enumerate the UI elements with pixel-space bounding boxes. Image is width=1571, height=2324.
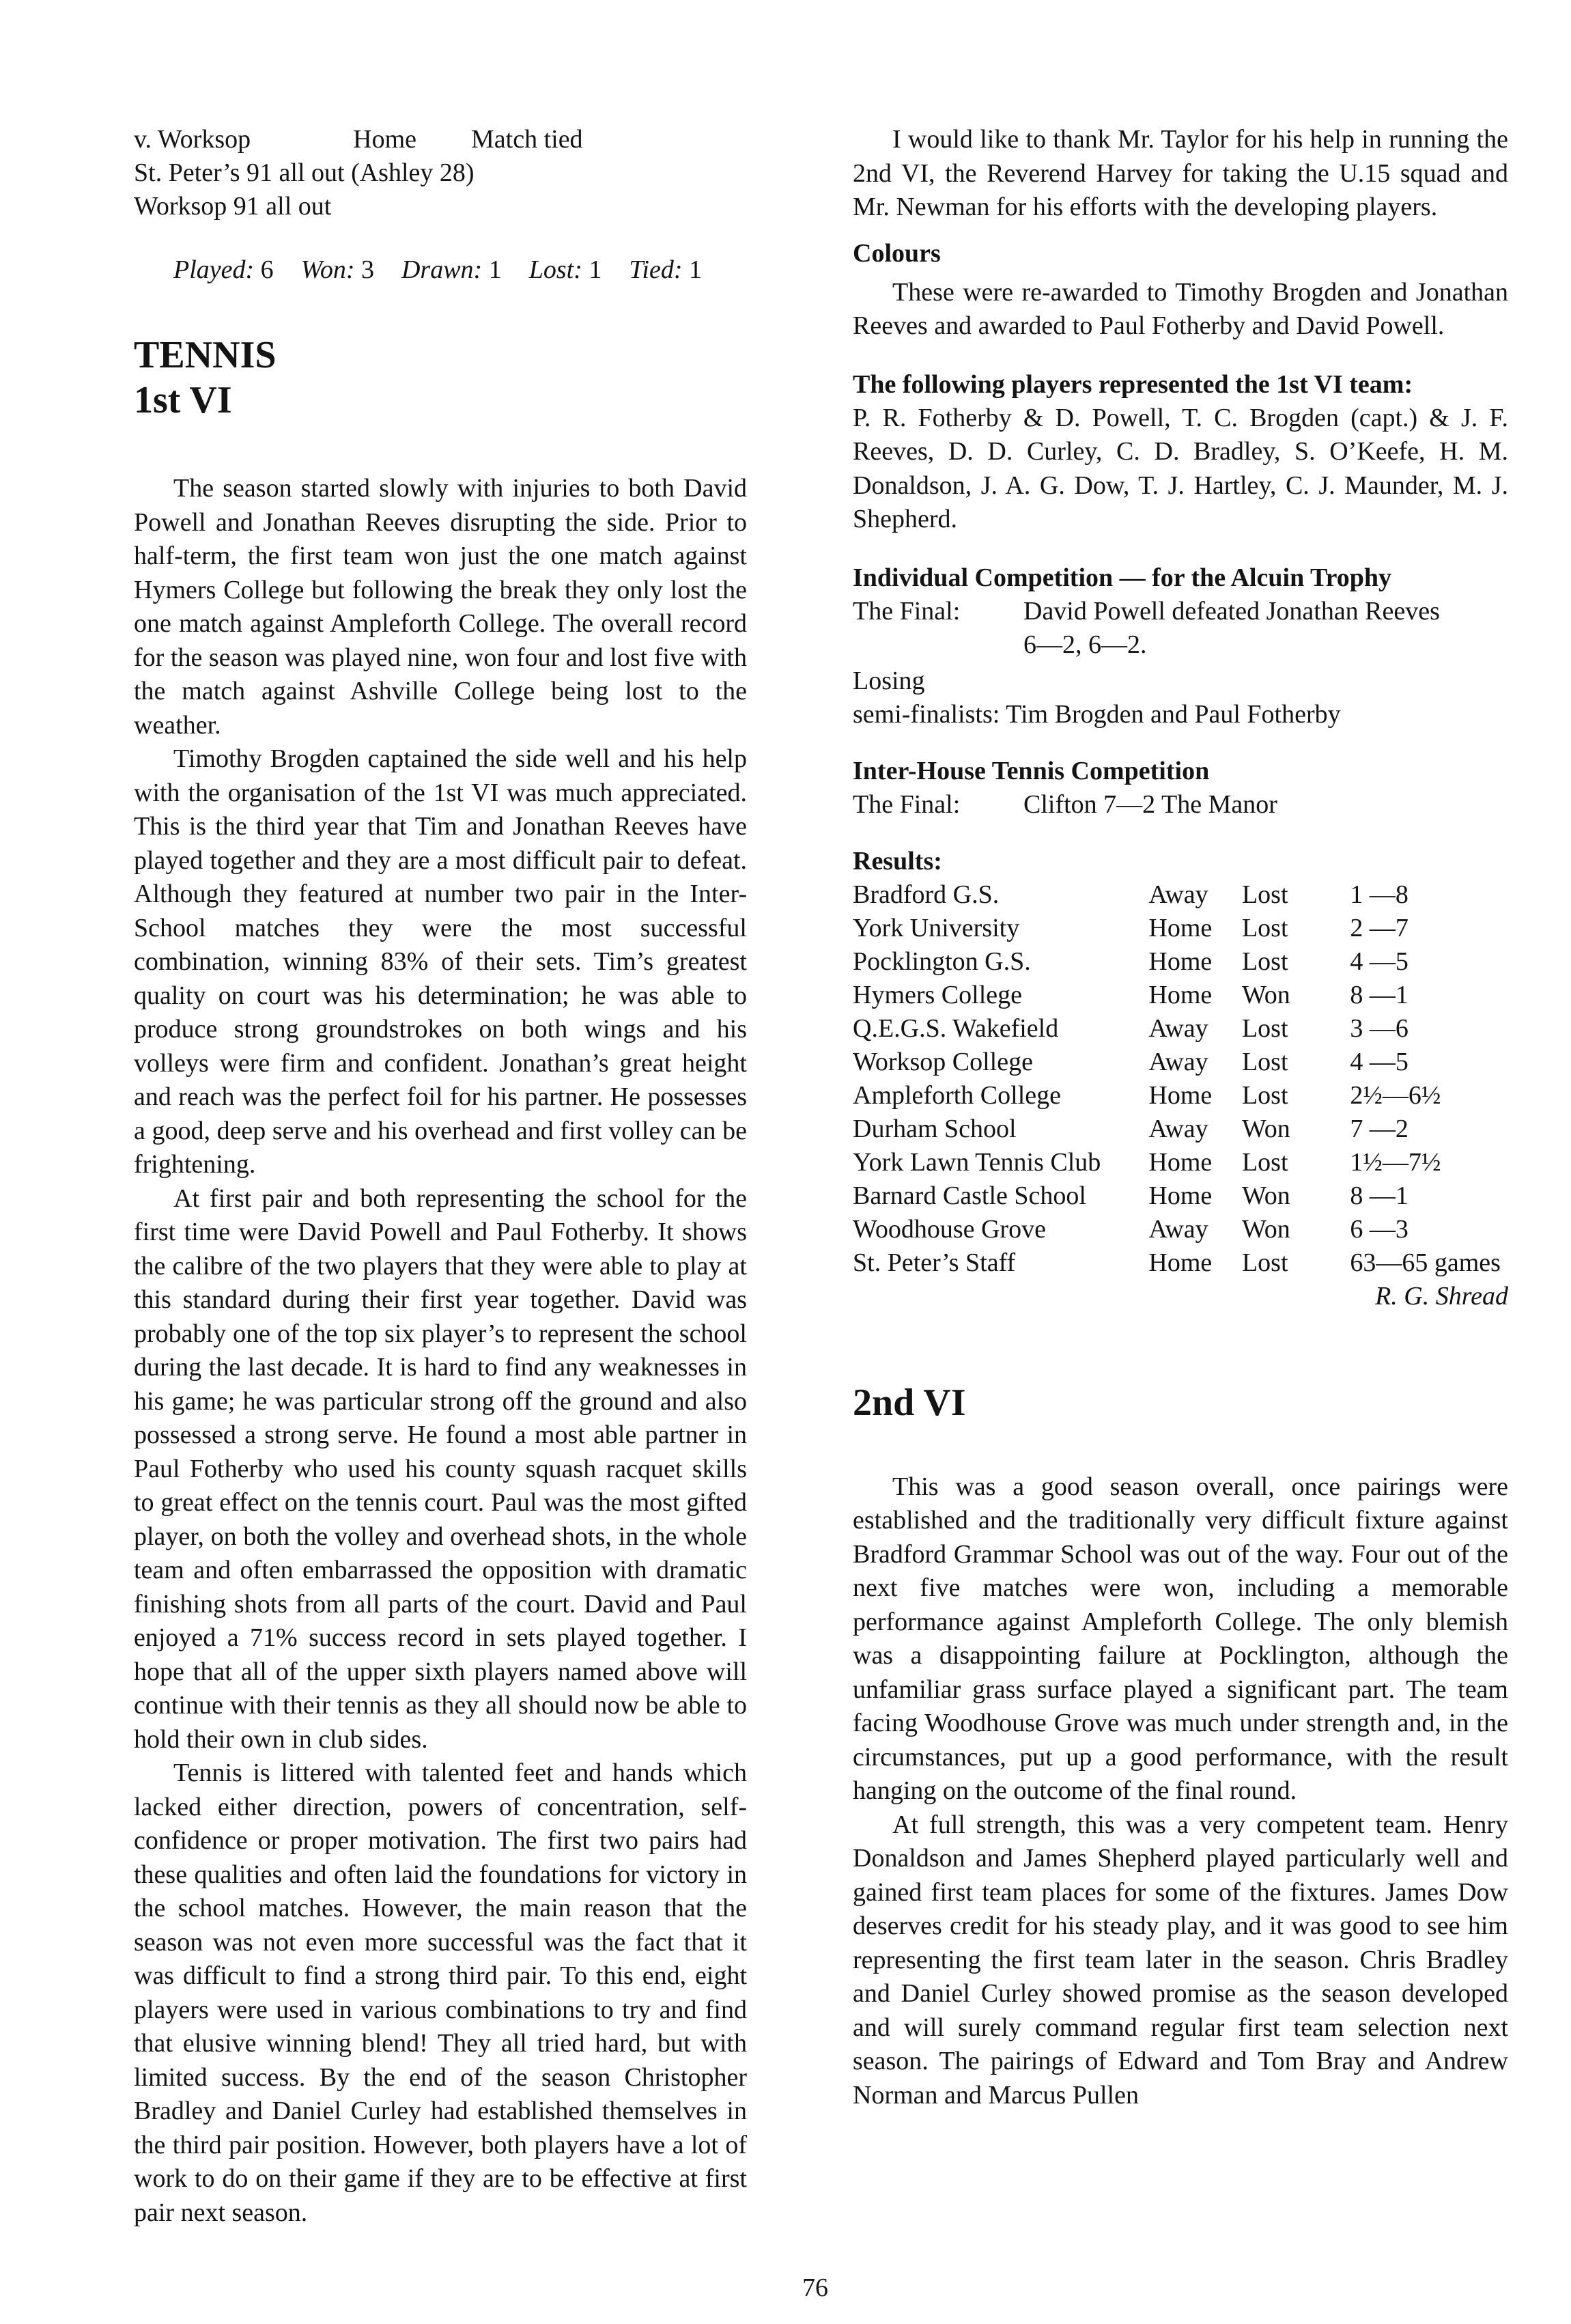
result-opponent: York Lawn Tennis Club: [853, 1147, 1101, 1177]
result-result: Lost: [1241, 1147, 1288, 1177]
paragraph: The season started slowly with injuries to both David Powell and Jonathan Reeves disrupting the side. Prior to half-term, the first team won just the one match against Hymers College but following the break they only lost the one match against Ampleforth College. The overall record for the season was played nine, won four and lost five with the match against Ashville College being lost to the weather.: [134, 474, 747, 740]
table-row: [853, 1246, 1508, 1280]
table-row: [853, 1112, 1508, 1146]
result-score: 6 —3: [1350, 1214, 1409, 1244]
page-number: 76: [802, 2273, 828, 2302]
result-result: Won: [1241, 980, 1290, 1009]
result-venue: Home: [1148, 1248, 1213, 1277]
result-venue: Home: [1148, 913, 1213, 942]
second-vi-title: 2nd VI: [853, 1381, 966, 1424]
interhouse-heading: Inter-House Tennis Competition: [853, 756, 1210, 785]
thanks-paragraph: I would like to thank Mr. Taylor for his help in running the 2nd VI, the Reverend Harvey for taking the U.15 squad and Mr. Newman for his efforts with the developing players.: [853, 125, 1508, 221]
individual-final-score: 6—2, 6—2.: [1023, 630, 1147, 659]
result-opponent: Durham School: [853, 1114, 1017, 1143]
table-row: [853, 1079, 1508, 1112]
result-score: 8 —1: [1350, 1181, 1409, 1210]
table-row: [853, 878, 1508, 912]
individual-heading: Individual Competition — for the Alcuin Trophy: [853, 563, 1392, 592]
players-heading: The following players represented the 1st VI team:: [853, 369, 1413, 399]
result-score: 1 —8: [1350, 880, 1409, 909]
result-venue: Away: [1148, 1214, 1208, 1244]
result-score: 63—65 games: [1350, 1248, 1501, 1277]
result-score: 8 —1: [1350, 980, 1409, 1009]
left-column: [134, 123, 747, 2230]
result-opponent: Barnard Castle School: [853, 1181, 1086, 1210]
table-row: [853, 945, 1508, 979]
result-venue: Home: [1148, 947, 1213, 976]
match-result: Match tied: [471, 125, 583, 154]
result-opponent: Worksop College: [853, 1047, 1033, 1076]
signature: R. G. Shread: [1375, 1281, 1508, 1311]
players-text: P. R. Fotherby & D. Powell, T. C. Brogden (capt.) & J. F. Reeves, D. D. Curley, C. D. Bradley, S. O’Keefe, H. M. Donaldson, J. A. G. Dow, T. J. Hartley, C. J. Maunder, M. J. Shepherd.: [853, 403, 1508, 533]
result-venue: Home: [1148, 1147, 1213, 1177]
tennis-title: TENNIS: [134, 334, 277, 376]
table-row: [853, 979, 1508, 1012]
losing-text: semi-finalists: Tim Brogden and Paul Fotherby: [853, 699, 1341, 729]
result-score: 2 —7: [1350, 913, 1409, 942]
result-opponent: York University: [853, 913, 1020, 942]
result-venue: Away: [1148, 1047, 1208, 1076]
result-opponent: St. Peter’s Staff: [853, 1248, 1016, 1277]
result-venue: Away: [1148, 880, 1208, 909]
result-result: Lost: [1241, 1248, 1288, 1277]
score-line: Worksop 91 all out: [134, 192, 332, 221]
results-heading: Results:: [853, 846, 942, 876]
result-score: 1½—7½: [1350, 1147, 1441, 1177]
losing-label: Losing: [853, 666, 925, 695]
results-table: [853, 878, 1508, 1280]
result-result: Lost: [1241, 1080, 1288, 1110]
paragraph: At full strength, this was a very competent team. Henry Donaldson and James Shepherd played particularly well and gained first team places for some of the fixtures. James Dow deserves credit for his steady play, and it was good to see him representing the first team later in the season. Chris Bradley and Daniel Curley showed promise as the season developed and will surely command regular first team selection next season. The pairings of Edward and Tom Bray and Andrew Norman and Marcus Pullen: [853, 1810, 1508, 2110]
result-opponent: Ampleforth College: [853, 1080, 1061, 1110]
interhouse-final: The Final: Clifton 7—2 The Manor: [853, 789, 1277, 819]
match-opponent: v. Worksop: [134, 125, 251, 154]
result-opponent: Bradford G.S.: [853, 880, 1000, 909]
result-venue: Home: [1148, 980, 1213, 1009]
season-summary: Played: 6 Won: 3 Drawn: 1 Lost: 1 Tied: 1: [173, 255, 702, 284]
result-opponent: Hymers College: [853, 980, 1023, 1009]
result-result: Lost: [1241, 947, 1288, 976]
result-score: 2½—6½: [1350, 1080, 1441, 1110]
result-result: Lost: [1241, 1047, 1288, 1076]
right-column: [853, 123, 1508, 2112]
match-venue: Home: [353, 125, 416, 154]
result-venue: Home: [1148, 1080, 1213, 1110]
result-venue: Away: [1148, 1114, 1208, 1143]
result-score: 4 —5: [1350, 1047, 1409, 1076]
result-result: Lost: [1241, 880, 1288, 909]
result-result: Won: [1241, 1181, 1290, 1210]
table-row: [853, 912, 1508, 945]
result-opponent: Pocklington G.S.: [853, 947, 1031, 976]
colours-heading: Colours: [853, 238, 941, 268]
result-score: 3 —6: [1350, 1013, 1409, 1043]
table-row: [853, 1012, 1508, 1046]
match-line: [134, 123, 747, 156]
table-row: [853, 1213, 1508, 1246]
result-opponent: Woodhouse Grove: [853, 1214, 1046, 1244]
paragraph: This was a good season overall, once pairings were established and the traditionally very difficult fixture against Bradford Grammar School was out of the way. Four out of the next five matches were won, including a memorable performance against Ampleforth College. The only blemish was a disappointing failure at Pocklington, although the unfamiliar grass surface played a significant part. The team facing Woodhouse Grove was much under strength and, in the circumstances, put up a good performance, with the result hanging on the outcome of the final round.: [853, 1472, 1508, 1805]
result-venue: Away: [1148, 1013, 1208, 1043]
paragraph: Timothy Brogden captained the side well and his help with the organisation of the 1st VI was much appreciated. This is the third year that Tim and Jonathan Reeves have played together and they are a most difficult pair to defeat. Although they featured at number two pair in the Inter-School matches they were the most successful combination, winning 83% of their sets. Tim’s greatest quality on court was his determination; he was able to produce strong groundstrokes on both wings and his volleys were firm and confident. Jonathan’s great height and reach was the perfect foil for his partner. He possesses a good, deep serve and his overhead and first volley can be frightening.: [134, 744, 747, 1179]
result-score: 4 —5: [1350, 947, 1409, 976]
table-row: [853, 1146, 1508, 1179]
table-row: [853, 1046, 1508, 1079]
colours-text: These were re-awarded to Timothy Brogden and Jonathan Reeves and awarded to Paul Fotherby and David Powell.: [853, 277, 1508, 340]
result-venue: Home: [1148, 1181, 1213, 1210]
result-result: Lost: [1241, 913, 1288, 942]
result-score: 7 —2: [1350, 1114, 1409, 1143]
individual-final: The Final: David Powell defeated Jonathan Reeves: [853, 596, 1440, 626]
paragraph: Tennis is littered with talented feet and hands which lacked either direction, powers of concentration, self-confidence or proper motivation. The first two pairs had these qualities and often laid the foundations for victory in the school matches. However, the main reason that the season was not even more successful was the fact that it was difficult to find a strong third pair. To this end, eight players were used in various combinations to try and find that elusive winning blend! They all tried hard, but with limited success. By the end of the season Christopher Bradley and Daniel Curley had established themselves in the third pair position. However, both players have a lot of work to do on their game if they are to be effective at first pair next season.: [134, 1759, 747, 2227]
table-row: [853, 1179, 1508, 1213]
result-result: Won: [1241, 1114, 1290, 1143]
result-result: Won: [1241, 1214, 1290, 1244]
result-result: Lost: [1241, 1013, 1288, 1043]
result-opponent: Q.E.G.S. Wakefield: [853, 1013, 1059, 1043]
score-line: St. Peter’s 91 all out (Ashley 28): [134, 158, 475, 187]
paragraph: At first pair and both representing the school for the first time were David Powell and Paul Fotherby. It shows the calibre of the two players that they were able to play at this standard during their first year together. David was probably one of the top six player’s to represent the school during the last decade. It is hard to find any weaknesses in his game; he was particular strong off the ground and also possessed a strong serve. He found a most able partner in Paul Fotherby who used his county squash racquet skills to great effect on the tennis court. Paul was the most gifted player, on both the volley and overhead shots, in the whole team and often embarrassed the opposition with dramatic finishing shots from all parts of the court. David and Paul enjoyed a 71% success record in sets played together. I hope that all of the upper sixth players named above will continue with their tennis as they all should now be able to hold their own in club sides.: [134, 1184, 747, 1754]
first-vi-title: 1st VI: [134, 379, 232, 421]
